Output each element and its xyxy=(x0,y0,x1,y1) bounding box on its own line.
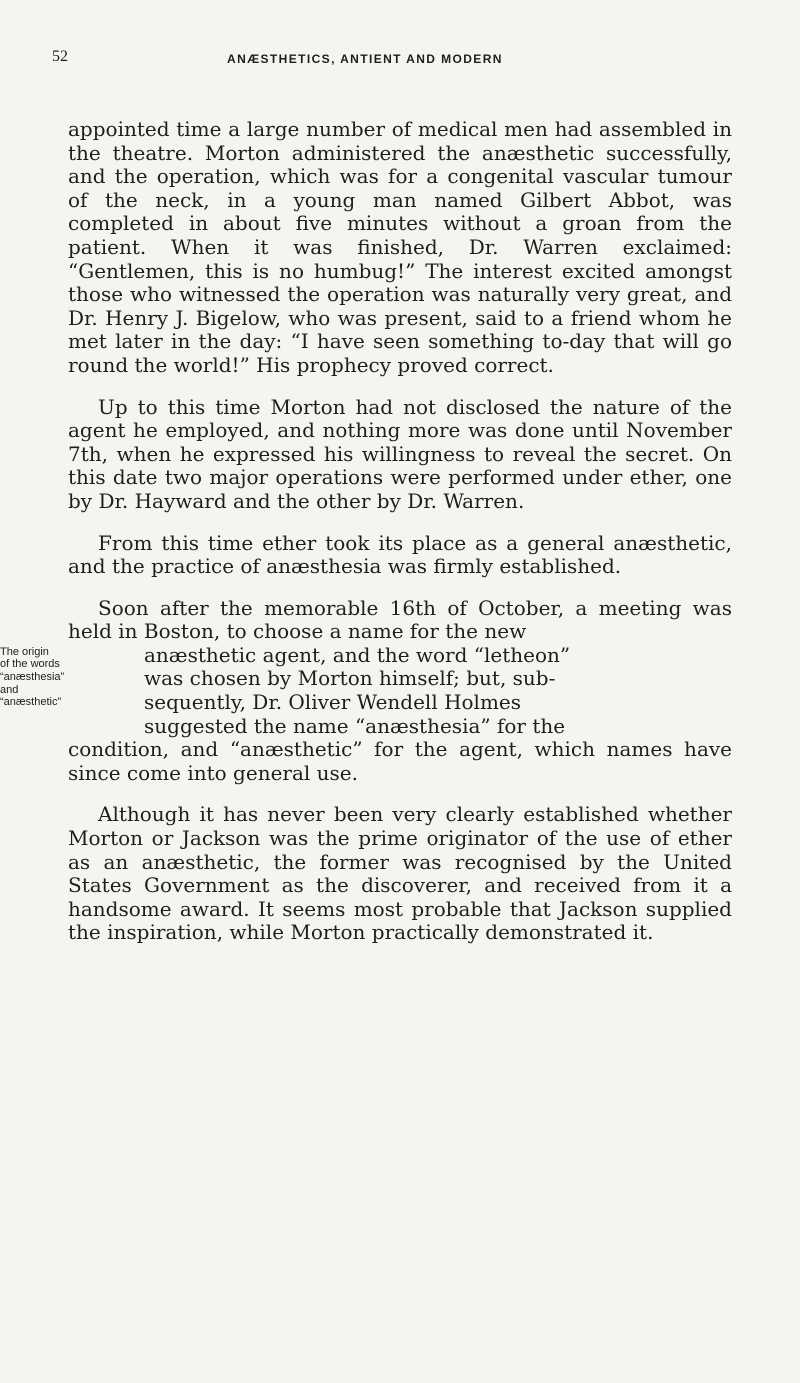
page-header xyxy=(52,48,742,72)
margin-note-line: “anæsthetic” xyxy=(0,696,62,709)
paragraph-4-indented-block xyxy=(0,642,732,738)
paragraph-4-closing: condition, and “anæsthetic” for the agent, which names have since come into general use. xyxy=(68,737,732,785)
margin-note-line: and xyxy=(0,683,19,696)
indented-line: was chosen by Morton himself; but, sub- xyxy=(144,666,556,691)
indented-line: sequently, Dr. Oliver Wendell Holmes xyxy=(144,690,522,715)
margin-note xyxy=(0,646,72,709)
margin-note-line: “anæsthesia” xyxy=(0,671,65,684)
paragraph-5: Although it has never been very clearly established whether Morton or Jackson was the prime originator of the use of ether as an anæsthetic, the former was recognised by the United States Government as the discoverer, and received from it a handsome award. It seems most probable that Jackson supplied the inspiration, while Morton practically demonstrated it. xyxy=(68,802,732,945)
paragraph-3: From this time ether took its place as a general anæsthetic, and the practice of anæsthesia was firmly established. xyxy=(68,530,732,579)
paragraph-4-opening: Soon after the memorable 16th of October, a meeting was held in Boston, to choose a name for the new xyxy=(68,595,732,644)
indented-line: suggested the name “anæsthesia” for the xyxy=(144,713,566,738)
margin-note-line: The origin xyxy=(0,645,49,658)
paragraph-2: Up to this time Morton had not disclosed the nature of the agent he employed, and nothing more was done until November 7th, when he expressed his willingness to reveal the secret. On this date two major operations were performed under ether, one by Dr. Hayward and the other by Dr. Warren. xyxy=(68,394,732,513)
margin-note-line: of the words xyxy=(0,658,60,671)
indented-line: anæsthetic agent, and the word “letheon” xyxy=(144,642,571,667)
page-number: 52 xyxy=(52,48,68,65)
body-text xyxy=(0,117,732,945)
paragraph-1: appointed time a large number of medical men had assembled in the theatre. Morton administered the anæsthetic successfully, and the operation, which was for a congenital vascular tumour of the neck, in a young man named Gilbert Abbot, was completed in about five minutes without a groan from the patient. When it was finished, Dr. Warren exclaimed: “Gentlemen, this is no humbug!” The interest excited amongst those who witnessed the operation was naturally very great, and Dr. Henry J. Bigelow, who was present, said to a friend whom he met later in the day: “I have seen something to-day that will go round the world!” His prophecy proved correct. xyxy=(68,117,732,377)
paragraph-4 xyxy=(0,595,732,786)
running-head: ANÆSTHETICS, ANTIENT AND MODERN xyxy=(227,52,503,66)
